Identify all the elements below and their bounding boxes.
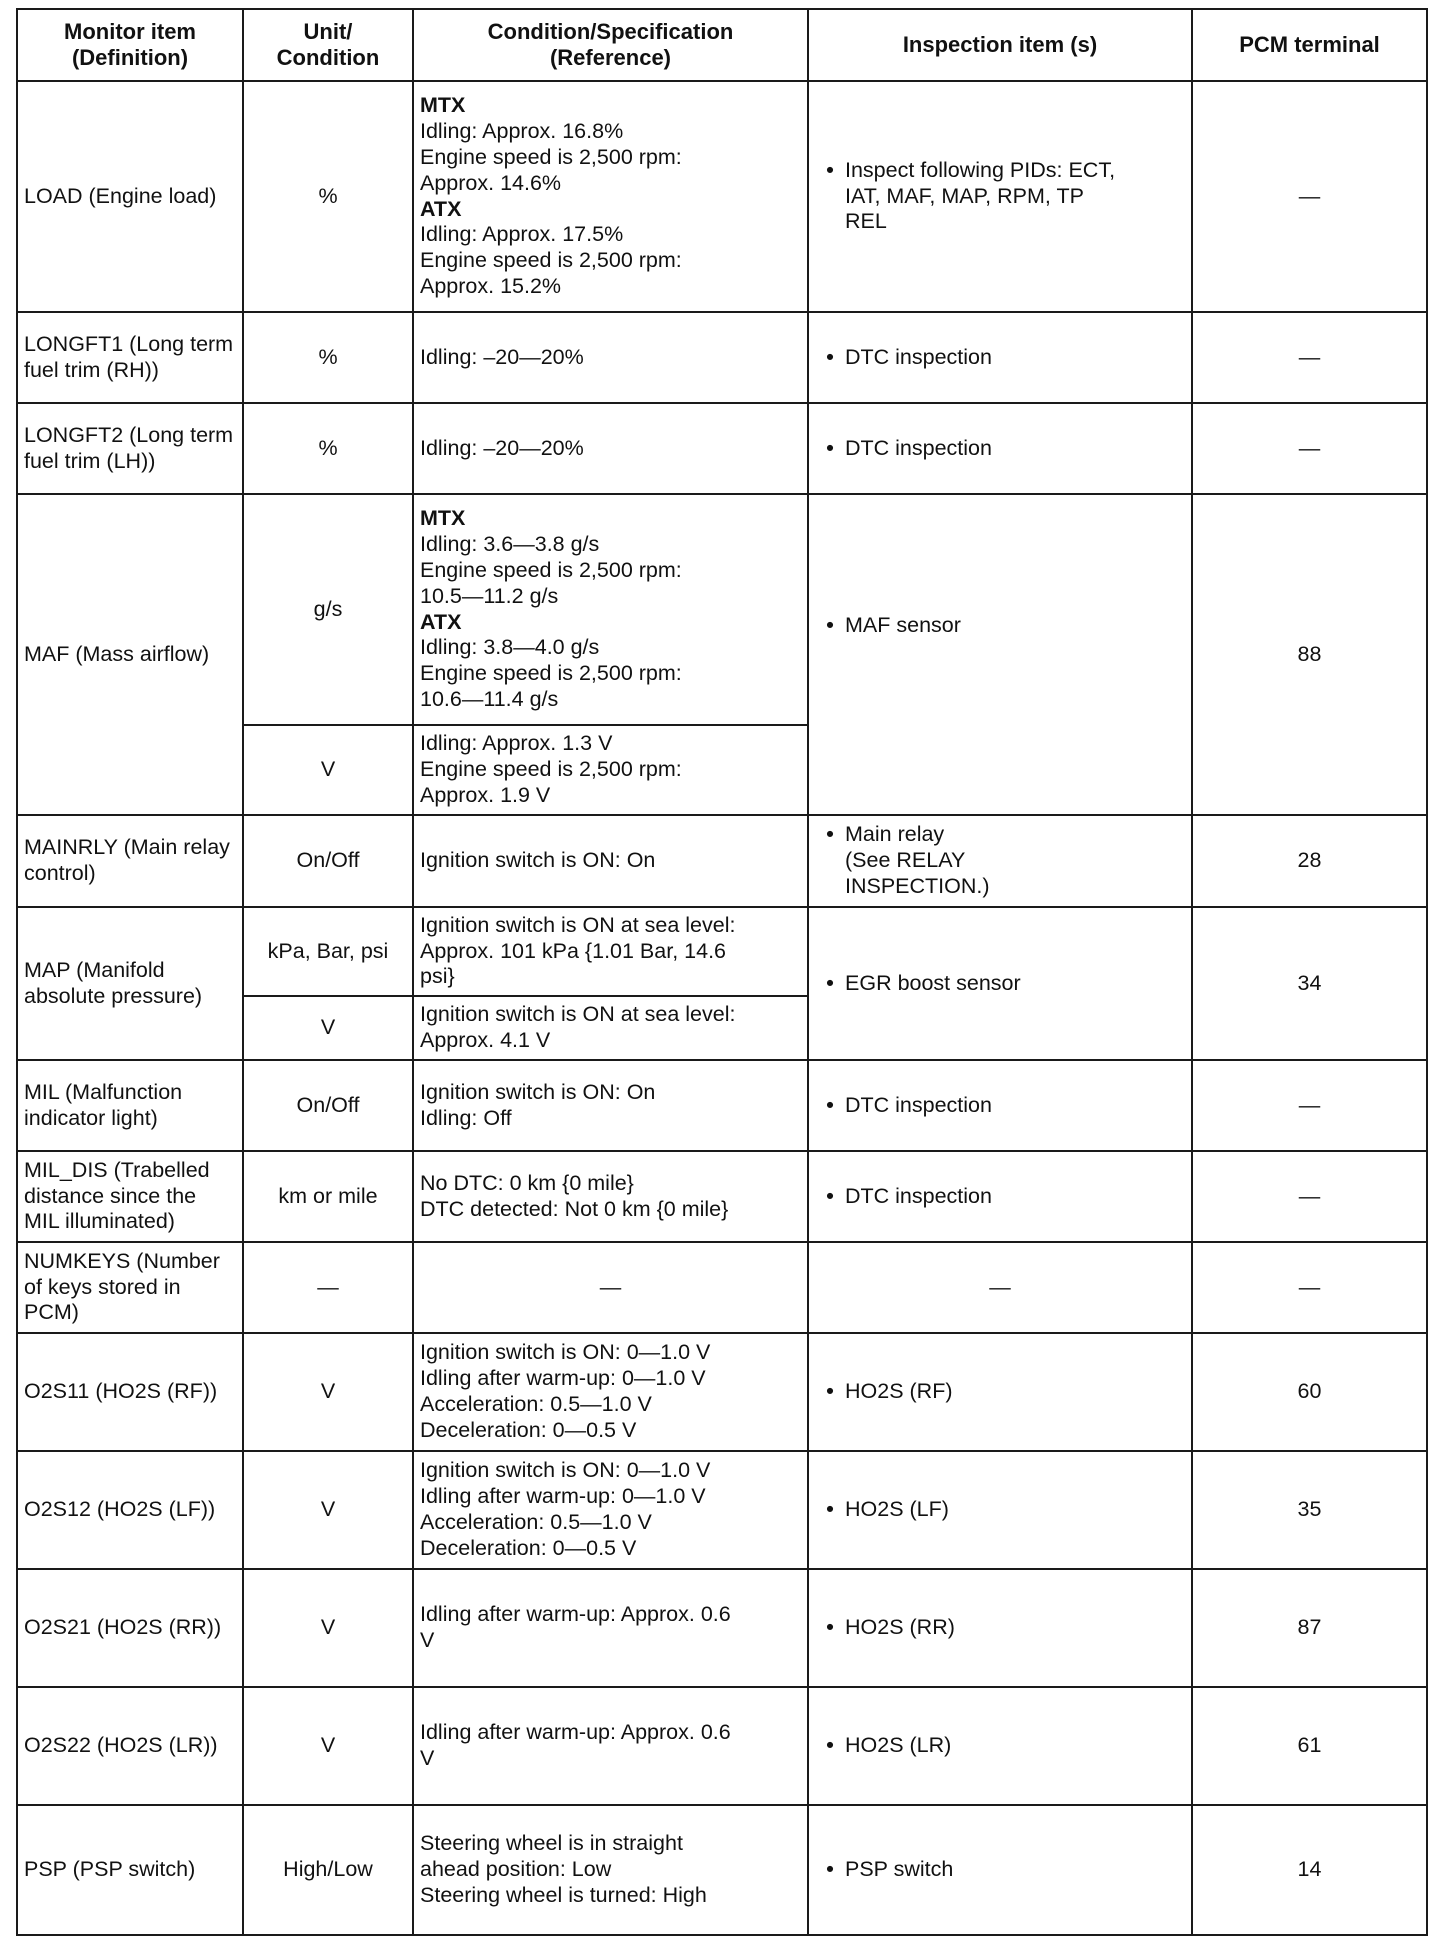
spec-line: Idling after warm-up: 0—1.0 V	[420, 1366, 706, 1391]
inspection-line: EGR boost sensor	[845, 970, 1021, 995]
spec-line: Idling: Approx. 17.5%	[420, 222, 624, 247]
header-pcm	[1192, 9, 1427, 81]
spec-line: Approx. 4.1 V	[420, 1028, 551, 1052]
spec-line: Idling: Off	[420, 1105, 512, 1130]
spec-line: Deceleration: 0—0.5 V	[420, 1535, 637, 1560]
inspection-bullet	[815, 345, 1185, 371]
table-row	[17, 1805, 1427, 1935]
table-row	[17, 1569, 1427, 1687]
spec-line: Ignition switch is ON: 0—1.0 V	[420, 1340, 711, 1365]
spec-line: 10.6—11.4 g/s	[420, 686, 559, 711]
inspection: —	[808, 1242, 1192, 1333]
pcm-terminal: 14	[1192, 1805, 1427, 1935]
spec-line: ATX	[420, 196, 462, 221]
table-row	[17, 907, 1427, 996]
spec-line: No DTC: 0 km {0 mile}	[420, 1170, 634, 1195]
inspection-bullet	[815, 1615, 1185, 1641]
spec	[413, 1805, 808, 1935]
spec	[413, 725, 808, 815]
inspection-bullet	[815, 971, 1185, 997]
spec-line: Idling: Approx. 1.3 V	[420, 731, 613, 756]
spec-line: Acceleration: 0.5—1.0 V	[420, 1392, 652, 1416]
header-unit-line1: Unit/	[303, 18, 353, 44]
spec-line: MTX	[420, 93, 466, 118]
inspection-line: Main relay	[845, 822, 945, 847]
table-row	[17, 312, 1427, 403]
inspection-line: HO2S (LF)	[845, 1497, 949, 1522]
monitor-item: O2S12 (HO2S (LF))	[17, 1451, 243, 1569]
header-spec-line1: Condition/Specification	[487, 18, 734, 44]
spec: Idling: –20—20%	[413, 403, 808, 494]
spec-line: Steering wheel is turned: High	[420, 1882, 707, 1907]
bullet-icon: •	[826, 157, 834, 182]
spec-line: Engine speed is 2,500 rpm:	[420, 557, 682, 582]
pcm-terminal: —	[1192, 403, 1427, 494]
bullet-icon: •	[826, 435, 834, 460]
table-row	[17, 1451, 1427, 1569]
monitor-item: PSP (PSP switch)	[17, 1805, 243, 1935]
pcm-terminal: 60	[1192, 1333, 1427, 1451]
monitor-item: MAP (Manifold absolute pressure)	[17, 907, 243, 1060]
spec-line: Approx. 14.6%	[420, 170, 562, 195]
monitor-item: LONGFT1 (Long term fuel trim (RH))	[17, 312, 243, 403]
unit: On/Off	[243, 815, 413, 907]
inspection	[808, 403, 1192, 494]
header-monitor-line2: (Definition)	[71, 45, 189, 70]
inspection-bullet	[815, 1857, 1185, 1883]
inspection-line: PSP switch	[845, 1857, 954, 1882]
inspection-line: DTC inspection	[845, 1092, 992, 1117]
pcm-terminal: —	[1192, 312, 1427, 403]
spec	[413, 1333, 808, 1451]
inspection	[808, 1687, 1192, 1805]
inspection	[808, 1451, 1192, 1569]
unit: V	[243, 1687, 413, 1805]
spec	[413, 996, 808, 1060]
table-row	[17, 81, 1427, 312]
header-unit	[243, 9, 413, 81]
inspection	[808, 815, 1192, 907]
spec-line: Ignition switch is ON at sea level:	[420, 912, 736, 937]
table-row	[17, 403, 1427, 494]
header-monitor	[17, 9, 243, 81]
spec	[413, 81, 808, 312]
spec-line: ahead position: Low	[420, 1857, 612, 1882]
spec-line: 10.5—11.2 g/s	[420, 583, 559, 608]
monitor-item: NUMKEYS (Number of keys stored in PCM)	[17, 1242, 243, 1333]
spec-line: Approx. 1.9 V	[420, 782, 551, 807]
table-row	[17, 1333, 1427, 1451]
spec-line: MTX	[420, 506, 466, 531]
inspection-line: Inspect following PIDs: ECT,	[845, 157, 1116, 182]
header-row	[17, 9, 1427, 81]
spec-line: Engine speed is 2,500 rpm:	[420, 661, 682, 686]
header-pcm-label: PCM terminal	[1239, 31, 1380, 57]
inspection-bullet	[815, 613, 1185, 639]
inspection	[808, 1805, 1192, 1935]
unit: High/Low	[243, 1805, 413, 1935]
bullet-icon: •	[826, 1857, 834, 1882]
unit: —	[243, 1242, 413, 1333]
monitor-item: LONGFT2 (Long term fuel trim (LH))	[17, 403, 243, 494]
unit: V	[243, 725, 413, 815]
spec-line: Ignition switch is ON: 0—1.0 V	[420, 1458, 711, 1483]
pcm-terminal: —	[1192, 1242, 1427, 1333]
spec-line: V	[420, 1746, 435, 1770]
header-unit-line2: Condition	[276, 45, 380, 70]
inspection-line: HO2S (LR)	[845, 1733, 952, 1758]
header-spec	[413, 9, 808, 81]
inspection-line: DTC inspection	[845, 435, 992, 460]
table-row	[17, 1060, 1427, 1151]
spec: Ignition switch is ON: On	[413, 815, 808, 907]
inspection-bullet	[815, 158, 1185, 235]
inspection-line: HO2S (RR)	[845, 1615, 955, 1640]
unit: On/Off	[243, 1060, 413, 1151]
table-row	[17, 815, 1427, 907]
spec-line: ATX	[420, 609, 462, 634]
pcm-terminal: 88	[1192, 494, 1427, 815]
unit: kPa, Bar, psi	[243, 907, 413, 996]
spec-line: Idling: Approx. 16.8%	[420, 119, 624, 144]
bullet-icon: •	[826, 1497, 834, 1522]
monitor-item: MIL_DIS (Trabelled distance since the MIL illuminated)	[17, 1151, 243, 1242]
spec-line: Idling after warm-up: 0—1.0 V	[420, 1484, 706, 1509]
inspection	[808, 1060, 1192, 1151]
spec-line: Approx. 15.2%	[420, 273, 562, 298]
spec	[413, 1451, 808, 1569]
pcm-terminal: 35	[1192, 1451, 1427, 1569]
monitor-item: MIL (Malfunction indicator light)	[17, 1060, 243, 1151]
header-inspection	[808, 9, 1192, 81]
spec-line: Idling after warm-up: Approx. 0.6	[420, 1720, 731, 1745]
bullet-icon: •	[826, 1733, 834, 1758]
inspection-line: INSPECTION.)	[845, 873, 990, 898]
spec-line: Deceleration: 0—0.5 V	[420, 1417, 637, 1442]
unit: V	[243, 996, 413, 1060]
table-row	[17, 1151, 1427, 1242]
inspection	[808, 1333, 1192, 1451]
header-inspection-label: Inspection item (s)	[902, 31, 1098, 57]
spec: —	[413, 1242, 808, 1333]
bullet-icon: •	[826, 1379, 834, 1404]
unit: %	[243, 312, 413, 403]
unit: g/s	[243, 494, 413, 725]
pcm-terminal: 61	[1192, 1687, 1427, 1805]
unit: V	[243, 1451, 413, 1569]
inspection	[808, 1151, 1192, 1242]
spec	[413, 907, 808, 996]
spec-line: Ignition switch is ON at sea level:	[420, 1002, 736, 1027]
spec-line: Approx. 101 kPa {1.01 Bar, 14.6	[420, 938, 726, 963]
bullet-icon: •	[826, 612, 834, 637]
spec-line: V	[420, 1628, 435, 1652]
monitor-item: MAINRLY (Main relay control)	[17, 815, 243, 907]
inspection	[808, 1569, 1192, 1687]
unit: %	[243, 81, 413, 312]
inspection-bullet	[815, 1497, 1185, 1523]
inspection-bullet	[815, 1379, 1185, 1405]
bullet-icon: •	[826, 1183, 834, 1208]
inspection-bullet	[815, 436, 1185, 462]
spec	[413, 494, 808, 725]
spec	[413, 1151, 808, 1242]
inspection	[808, 312, 1192, 403]
monitor-item: O2S21 (HO2S (RR))	[17, 1569, 243, 1687]
inspection-line: MAF sensor	[845, 612, 961, 637]
spec-line: Ignition switch is ON: On	[420, 1079, 656, 1104]
unit: V	[243, 1333, 413, 1451]
inspection-bullet	[815, 1093, 1185, 1119]
spec-line: Idling after warm-up: Approx. 0.6	[420, 1602, 731, 1627]
inspection	[808, 494, 1192, 815]
spec	[413, 1060, 808, 1151]
spec-line: psi}	[420, 964, 455, 989]
inspection	[808, 907, 1192, 1060]
spec-line: Engine speed is 2,500 rpm:	[420, 248, 682, 273]
inspection-bullet	[815, 1184, 1185, 1210]
header-monitor-line1: Monitor item	[64, 18, 196, 44]
header-spec-line2: (Reference)	[549, 45, 672, 70]
spec-line: Engine speed is 2,500 rpm:	[420, 144, 682, 169]
pcm-terminal: 28	[1192, 815, 1427, 907]
table-row	[17, 1242, 1427, 1333]
bullet-icon: •	[826, 970, 834, 995]
spec-line: Engine speed is 2,500 rpm:	[420, 757, 682, 782]
bullet-icon: •	[826, 344, 834, 369]
monitor-item: MAF (Mass airflow)	[17, 494, 243, 815]
spec-line: Acceleration: 0.5—1.0 V	[420, 1510, 652, 1534]
bullet-icon: •	[826, 1615, 834, 1640]
unit: %	[243, 403, 413, 494]
spec-line: DTC detected: Not 0 km {0 mile}	[420, 1196, 729, 1221]
inspection-line: DTC inspection	[845, 1183, 992, 1208]
inspection-bullet	[815, 822, 1185, 899]
inspection-line: HO2S (RF)	[845, 1379, 953, 1404]
pcm-terminal: —	[1192, 1151, 1427, 1242]
pcm-terminal: —	[1192, 81, 1427, 312]
inspection-line: DTC inspection	[845, 344, 992, 369]
table-row	[17, 1687, 1427, 1805]
spec-line: Idling: 3.8—4.0 g/s	[420, 635, 600, 660]
inspection-line: IAT, MAF, MAP, RPM, TP	[845, 183, 1084, 208]
monitor-item: O2S11 (HO2S (RF))	[17, 1333, 243, 1451]
pcm-terminal: —	[1192, 1060, 1427, 1151]
table-row	[17, 494, 1427, 725]
monitor-spec-table	[16, 8, 1428, 1936]
pcm-terminal: 34	[1192, 907, 1427, 1060]
monitor-item: O2S22 (HO2S (LR))	[17, 1687, 243, 1805]
spec-line: Steering wheel is in straight	[420, 1831, 683, 1856]
unit: V	[243, 1569, 413, 1687]
spec: Idling: –20—20%	[413, 312, 808, 403]
bullet-icon: •	[826, 1092, 834, 1117]
inspection	[808, 81, 1192, 312]
inspection-line: (See RELAY	[845, 848, 966, 873]
unit: km or mile	[243, 1151, 413, 1242]
bullet-icon: •	[826, 822, 834, 847]
monitor-item: LOAD (Engine load)	[17, 81, 243, 312]
inspection-bullet	[815, 1733, 1185, 1759]
spec	[413, 1569, 808, 1687]
spec	[413, 1687, 808, 1805]
spec-line: Idling: 3.6—3.8 g/s	[420, 532, 600, 557]
pcm-terminal: 87	[1192, 1569, 1427, 1687]
inspection-line: REL	[845, 209, 887, 234]
